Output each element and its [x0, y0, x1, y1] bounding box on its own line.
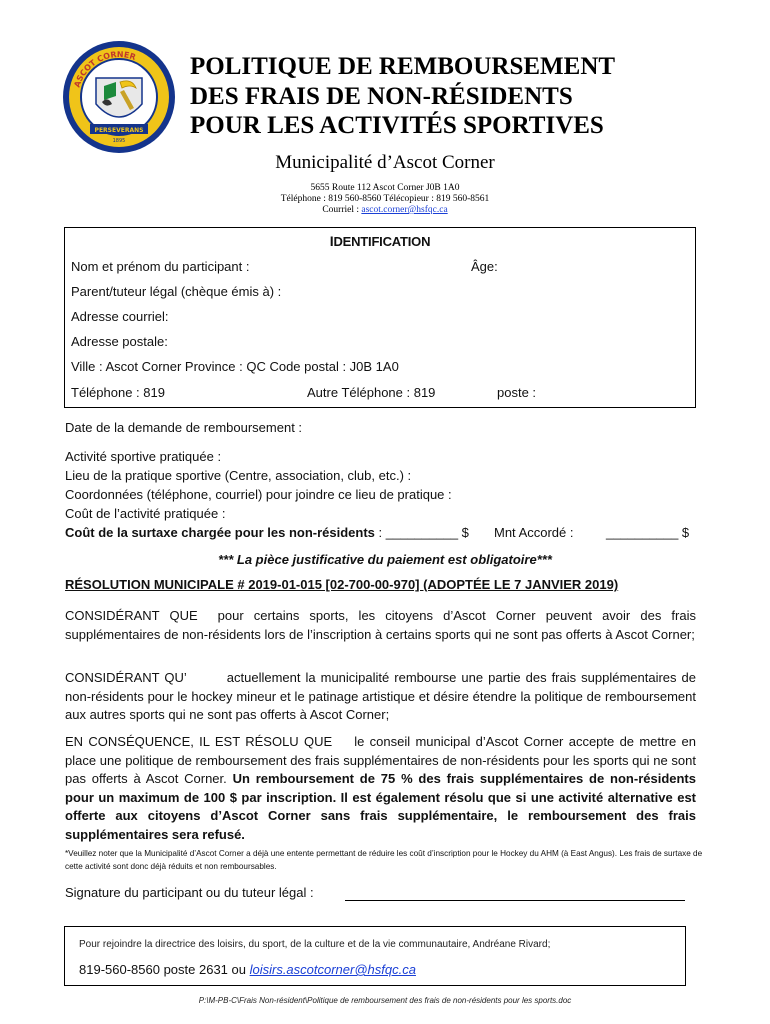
crest-year: 1895	[112, 138, 126, 144]
paragraph-2-lead: CONSIDÉRANT QU’	[65, 670, 187, 685]
age-field[interactable]: Âge:	[471, 259, 498, 274]
practice-place-field[interactable]: Lieu de la pratique sportive (Centre, association, club, etc.) :	[65, 468, 412, 483]
municipal-crest-logo	[60, 38, 178, 156]
granted-amount-field[interactable]: __________ $	[606, 525, 690, 540]
request-date-field[interactable]: Date de la demande de remboursement :	[65, 420, 303, 435]
surcharge-blank: : __________ $	[374, 525, 469, 540]
activity-field[interactable]: Activité sportive pratiquée :	[65, 449, 222, 464]
resolution-paragraph-2	[65, 669, 696, 725]
place-contact-field[interactable]: Coordonnées (téléphone, courriel) pour joindre ce lieu de pratique :	[65, 487, 452, 502]
identification-section	[64, 227, 696, 408]
shield-icon	[96, 78, 142, 117]
title-line-2: DES FRAIS DE NON-RÉSIDENTS	[190, 82, 573, 110]
municipality-email-line	[0, 205, 770, 217]
hockey-note: *Veuillez noter que la Municipalité d’Ascot Corner a déjà une entente permettant de réduire les coût d’inscription pour le Hockey du AHM (à East Angus). Les frais de surtaxe de cette activité sont donc déjà réduits et non remboursables.	[65, 849, 703, 871]
participant-name-field[interactable]: Nom et prénom du participant :	[71, 259, 250, 274]
contact-email-link[interactable]: loisirs.ascotcorner@hsfqc.ca	[249, 962, 416, 977]
title-line-3: POUR LES ACTIVITÉS SPORTIVES	[190, 112, 604, 139]
paragraph-3-lead: EN CONSÉQUENCE, IL EST RÉSOLU QUE	[65, 734, 333, 749]
surcharge-cost-field[interactable]	[65, 525, 469, 540]
extension-field[interactable]: poste :	[497, 385, 537, 400]
activity-cost-field[interactable]: Coût de l’activité pratiquée :	[65, 506, 226, 521]
signature-line[interactable]	[345, 900, 685, 901]
signature-label: Signature du participant ou du tuteur légal :	[65, 885, 314, 900]
contact-intro: Pour rejoindre la directrice des loisirs, du sport, de la culture et de la vie communautaire, Andréane Rivard;	[79, 939, 551, 950]
contact-box	[64, 926, 686, 986]
resolution-paragraph-3	[65, 733, 696, 844]
title-line-1: POLITIQUE DE REMBOURSEMENT	[190, 53, 616, 80]
paragraph-3-text: le conseil municipal d’Ascot Corner accepte de mettre en place une politique de remboursement des frais supplémentaires de non-résidents pour les sports qui ne sont pas offerts à Ascot Corner.	[65, 734, 696, 786]
paragraph-1-text: pour certains sports, les citoyens d’Ascot Corner peuvent avoir des frais supplémentaires de non-résidents lors de l’inscription à certains sports qui ne sont pas offerts à Ascot Corner;	[65, 608, 696, 642]
crest-top-text: ASCOT CORNER	[72, 49, 137, 89]
paragraph-1-lead: CONSIDÉRANT QUE	[65, 608, 198, 623]
paragraph-2-text: actuellement la municipalité rembourse une partie des frais supplémentaires de non-résidents pour le hockey mineur et le patinage artistique et désire étendre la politique de remboursement aux autres sports qui ne sont pas offerts à Ascot Corner;	[65, 670, 696, 722]
contact-phone: 819-560-8560 poste 2631 ou	[79, 962, 250, 977]
email-label: Courriel :	[322, 205, 362, 215]
postal-address-field[interactable]: Adresse postale:	[71, 334, 168, 349]
proof-required-notice: *** La pièce justificative du paiement est obligatoire***	[218, 552, 552, 567]
file-path-footer: P:\M-PB-C\Frais Non-résident\Politique de remboursement des frais de non-résidents pour les sports.doc	[198, 996, 572, 1005]
identification-heading: IDENTIFICATION	[329, 233, 431, 249]
granted-amount-label: Mnt Accordé :	[494, 525, 574, 540]
email-field[interactable]: Adresse courriel:	[71, 309, 169, 324]
resolution-paragraph-1	[65, 607, 696, 644]
parent-field[interactable]: Parent/tuteur légal (chèque émis à) :	[71, 284, 282, 299]
surcharge-label: Coût de la surtaxe chargée pour les non-résidents	[65, 525, 375, 540]
resolution-title: RÉSOLUTION MUNICIPALE # 2019-01-015 [02-700-00-970] (ADOPTÉE LE 7 JANVIER 2019)	[65, 577, 619, 592]
municipality-address: 5655 Route 112 Ascot Corner J0B 1A0	[310, 183, 460, 193]
municipality-phones: Téléphone : 819 560-8560 Télécopieur : 819 560-8561	[280, 194, 490, 204]
city-province-postal-line: Ville : Ascot Corner Province : QC Code postal : J0B 1A0	[71, 359, 399, 374]
other-phone-field[interactable]: Autre Téléphone : 819	[307, 385, 436, 400]
paragraph-3-bold-text: Un remboursement de 75 % des frais supplémentaires de non-résidents pour un maximum de 100 $ par inscription. Il est également résolu que si une activité alternative est offerte aux citoyens d’Ascot Corner sans frais supplémentaire, le remboursement des frais supplémentaires sera refusé.	[65, 771, 696, 842]
contact-phone-email	[79, 962, 416, 977]
crest-banner-text: PERSEVERANS	[94, 127, 144, 134]
phone-field[interactable]: Téléphone : 819	[71, 385, 165, 400]
page-title	[190, 52, 615, 141]
municipality-name: Municipalité d’Ascot Corner	[275, 152, 495, 173]
municipality-email-link[interactable]: ascot.corner@hsfqc.ca	[361, 205, 448, 215]
